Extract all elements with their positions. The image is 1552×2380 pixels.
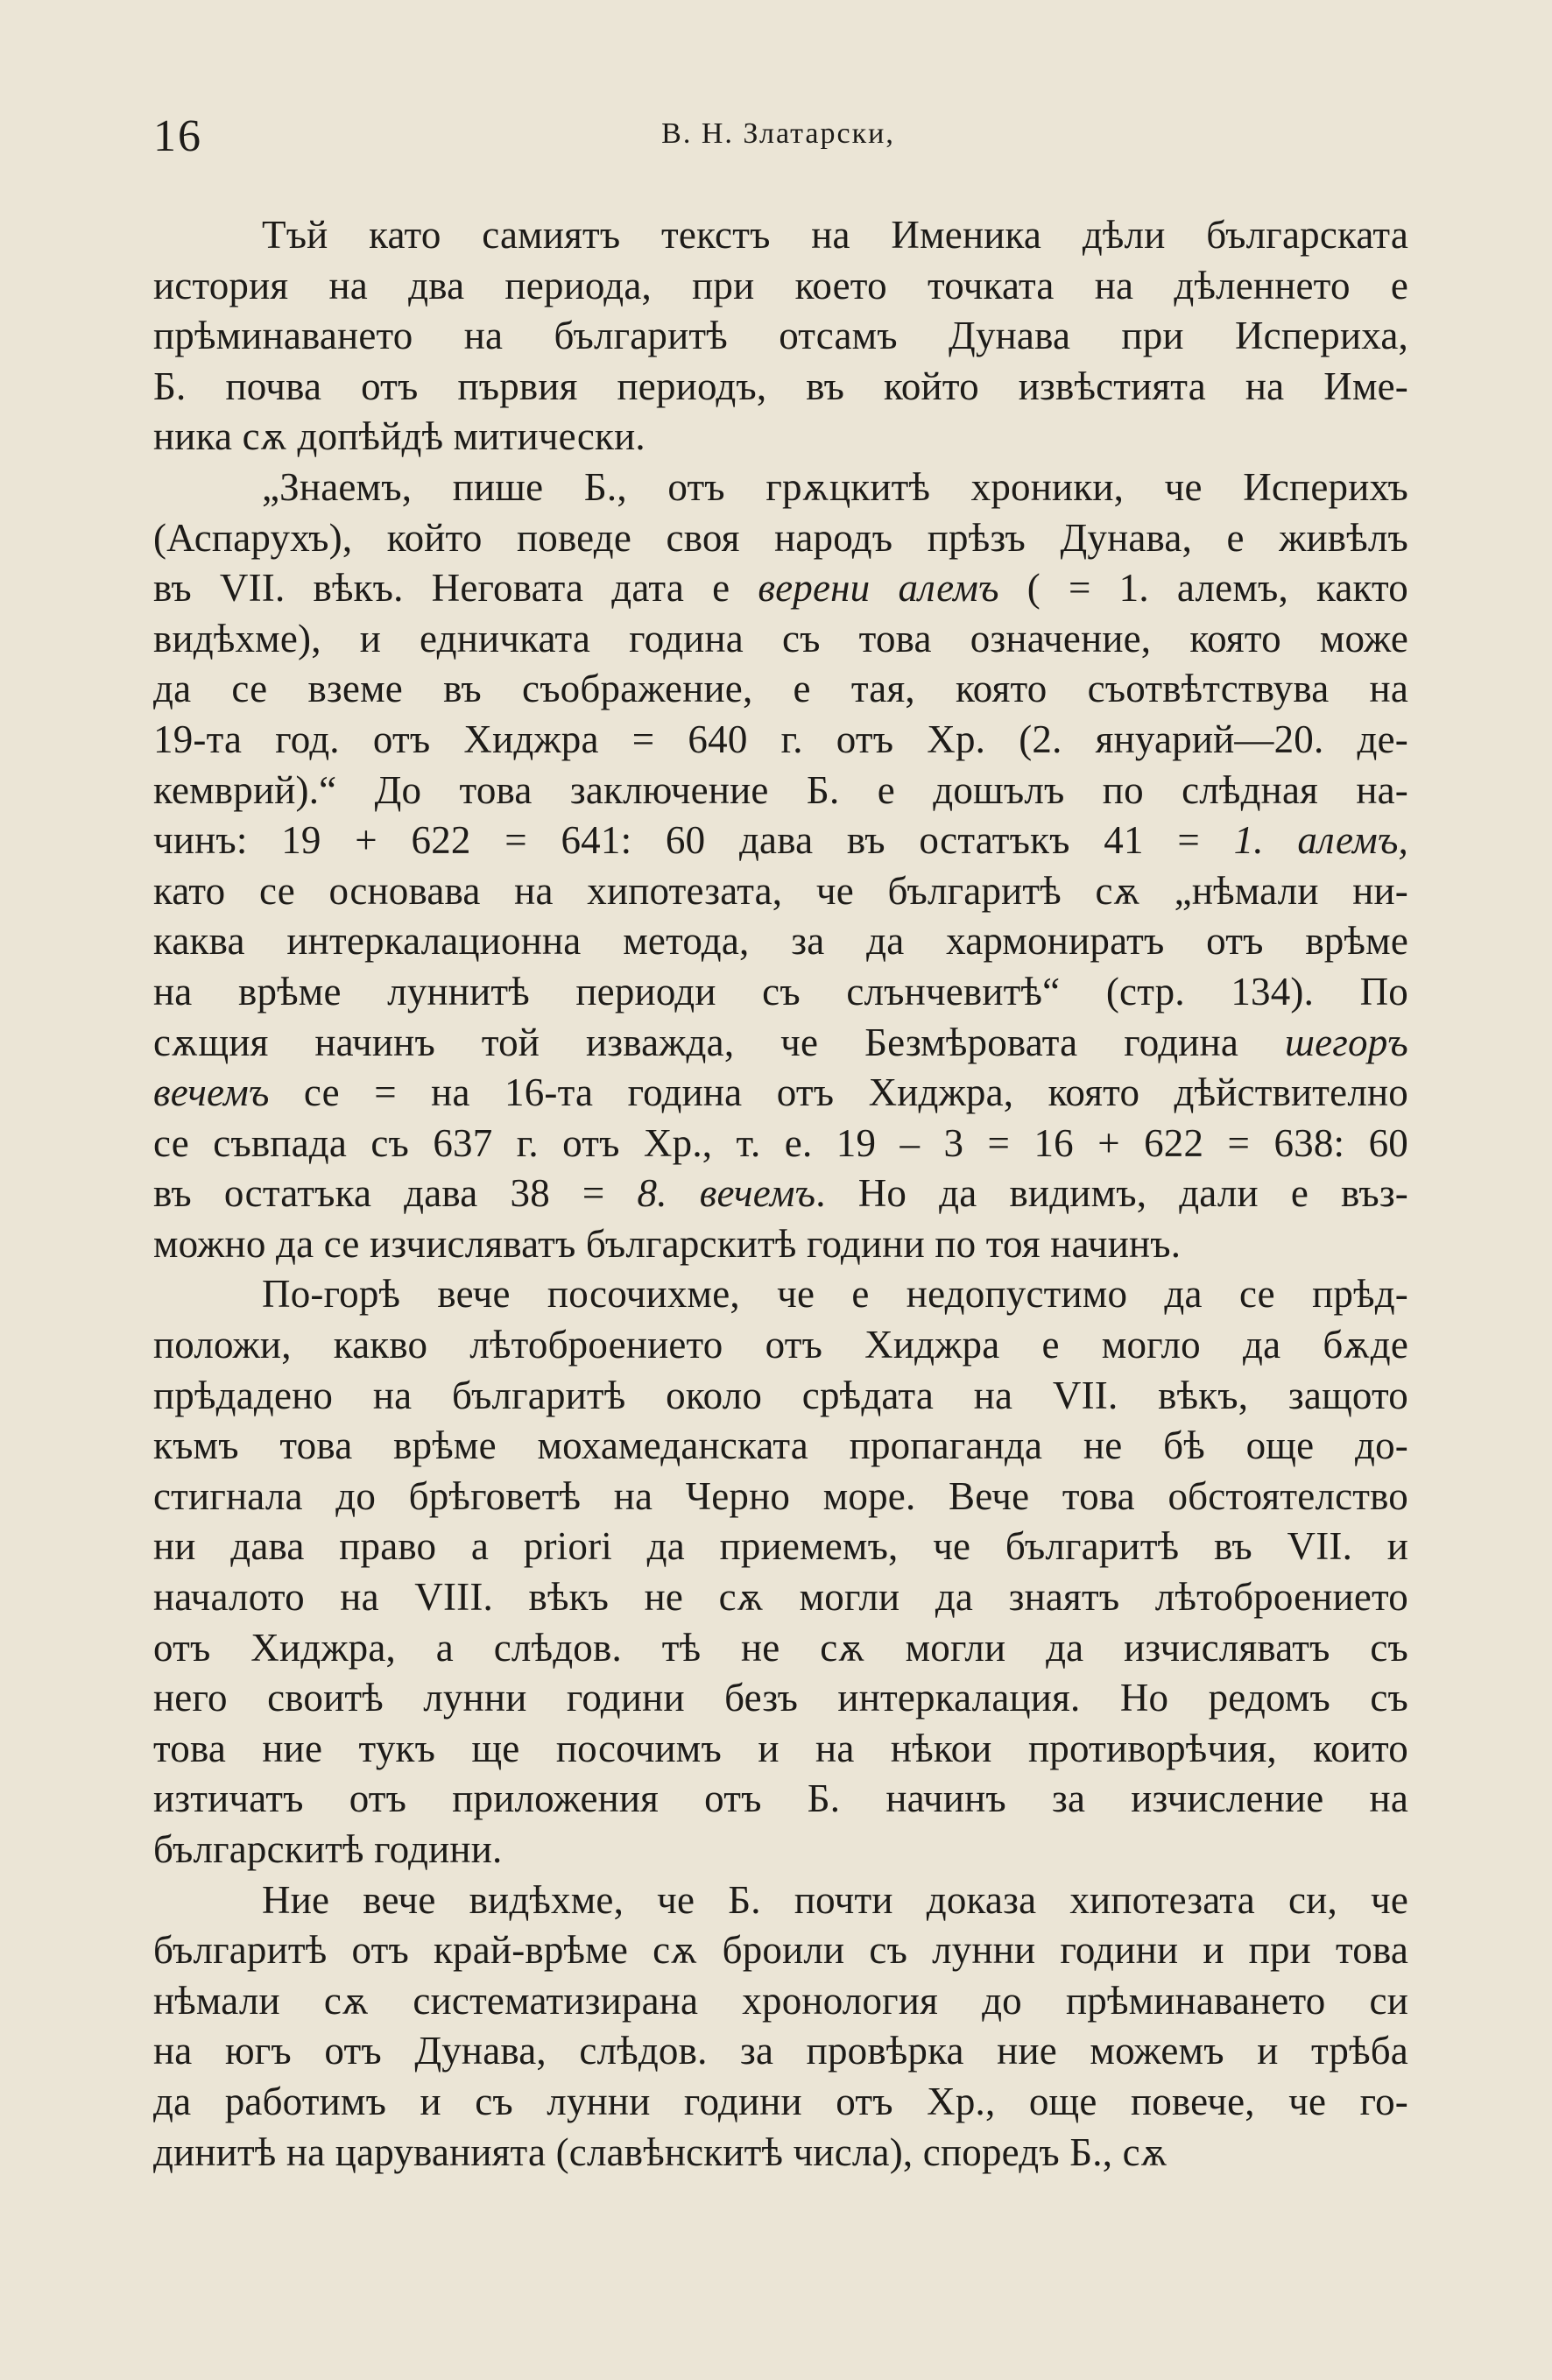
text-line — [153, 1018, 1408, 1069]
paragraph — [153, 1875, 1408, 2179]
text-line: видѣхме), и едничката година съ това означение, която може — [153, 616, 1408, 660]
text-line: динитѣ на царуванията (славѣнскитѣ числа), споредъ Б., сѫ — [153, 2129, 1168, 2174]
text-segment: сѫщия начинъ той изважда, че Безмѣровата година — [153, 1020, 1285, 1064]
text-segment: . Но да видимъ, дали е въз- — [815, 1171, 1408, 1216]
text-line: прѣминаването на българитѣ отсамъ Дунава при Испериха, — [153, 314, 1408, 358]
text-line: стигнала до брѣговетѣ на Черно море. Вече това обстоятелство — [153, 1473, 1408, 1518]
text-line: да работимъ и съ лунни години отъ Хр., още повече, че го- — [153, 2079, 1408, 2123]
text-line: прѣдадено на българитѣ около срѣдата на VII. вѣкъ, защото — [153, 1373, 1408, 1417]
paragraph — [153, 1269, 1408, 1875]
text-line: изтичатъ отъ приложения отъ Б. начинъ за изчисление на — [153, 1776, 1408, 1821]
text-segment: се = на 16-та година отъ Хиджра, която дѣйствително — [269, 1070, 1408, 1115]
text-line: Тъй като самиятъ текстъ на Именика дѣли българската — [262, 213, 1408, 257]
text-line: По-горѣ вече посочихме, че е недопустимо да се прѣд- — [262, 1272, 1408, 1317]
text-line — [153, 563, 1408, 614]
text-line — [153, 1169, 1408, 1219]
text-line: българитѣ отъ край-врѣме сѫ броили съ лунни години и при това — [153, 1928, 1408, 1973]
italic-term: шегоръ — [1284, 1020, 1408, 1064]
text-line: Б. почва отъ първия периодъ, въ който извѣстията на Име- — [153, 364, 1408, 408]
text-line: Ние вече видѣхме, че Б. почти доказа хипотезата си, че — [262, 1877, 1408, 1922]
text-segment: ( = 1. алемъ, както — [998, 566, 1409, 611]
page-header — [153, 103, 1403, 165]
text-line: къмъ това врѣме мохамеданската пропаганда не бѣ още до- — [153, 1423, 1408, 1468]
text-line: него своитѣ лунни години безъ интеркалация. Но редомъ съ — [153, 1676, 1408, 1720]
body-text — [153, 210, 1408, 2178]
italic-term: вечемъ — [153, 1070, 270, 1115]
text-line: на врѣме луннитѣ периоди съ слънчевитѣ“ (стр. 134). По — [153, 969, 1408, 1013]
text-line: положи, какво лѣтоброението отъ Хиджра е могло да бѫде — [153, 1323, 1408, 1367]
text-line: да се вземе въ съображение, е тая, която съотвѣтствува на — [153, 667, 1408, 711]
italic-term: верени алемъ — [758, 566, 999, 611]
text-line: каква интеркалационна метода, за да хармониратъ отъ врѣме — [153, 919, 1408, 964]
paragraph — [153, 210, 1408, 463]
text-line: отъ Хиджра, а слѣдов. тѣ не сѫ могли да изчисляватъ съ — [153, 1625, 1408, 1670]
text-line: на югъ отъ Дунава, слѣдов. за провѣрка ние можемъ и трѣба — [153, 2029, 1408, 2073]
italic-term: 1. алемъ, — [1233, 818, 1408, 863]
text-line: можно да се изчисляватъ българскитѣ години по тоя начинъ. — [153, 1221, 1182, 1266]
text-line: 19-та год. отъ Хиджра = 640 г. отъ Хр. (2. януарий—20. де- — [153, 717, 1408, 761]
text-line — [153, 816, 1408, 866]
text-line: кемврий).“ До това заключение Б. е дошълъ по слѣдная на- — [153, 767, 1408, 812]
text-line: история на два периода, при което точката на дѣленнето е — [153, 263, 1408, 307]
text-line — [153, 1068, 1408, 1119]
text-segment: чинъ: 19 + 622 = 641: 60 дава въ остатъкъ 41 = — [153, 818, 1234, 863]
text-line: началото на VIII. вѣкъ не сѫ могли да знаятъ лѣтоброението — [153, 1575, 1408, 1620]
text-line: ни дава право a priori да приемемъ, че българитѣ въ VII. и — [153, 1524, 1408, 1569]
text-line: това ние тукъ ще посочимъ и на нѣкои противорѣчия, които — [153, 1726, 1408, 1770]
text-line: се съвпада съ 637 г. отъ Хр., т. е. 19 – 3 = 16 + 622 = 638: 60 — [153, 1120, 1408, 1165]
text-segment: въ остатъка дава 38 = — [153, 1171, 638, 1216]
paragraph — [153, 463, 1408, 1270]
running-head: В. Н. Златарски, — [661, 117, 895, 150]
text-segment: въ VII. вѣкъ. Неговата дата е — [153, 566, 758, 611]
text-line: (Аспарухъ), който поведе своя народъ прѣзъ Дунава, е живѣлъ — [153, 515, 1408, 560]
text-line: като се основава на хипотезата, че българитѣ сѫ „нѣмали ни- — [153, 868, 1408, 913]
text-line: нѣмали сѫ систематизирана хронология до прѣминаването си — [153, 1978, 1408, 2023]
text-line: българскитѣ години. — [153, 1827, 503, 1871]
italic-term: 8. вечемъ — [637, 1171, 816, 1216]
text-line: ника сѫ допѣйдѣ митически. — [153, 414, 645, 459]
page-number: 16 — [153, 111, 202, 161]
text-line: „Знаемъ, пише Б., отъ грѫцкитѣ хроники, че Исперихъ — [262, 464, 1408, 509]
